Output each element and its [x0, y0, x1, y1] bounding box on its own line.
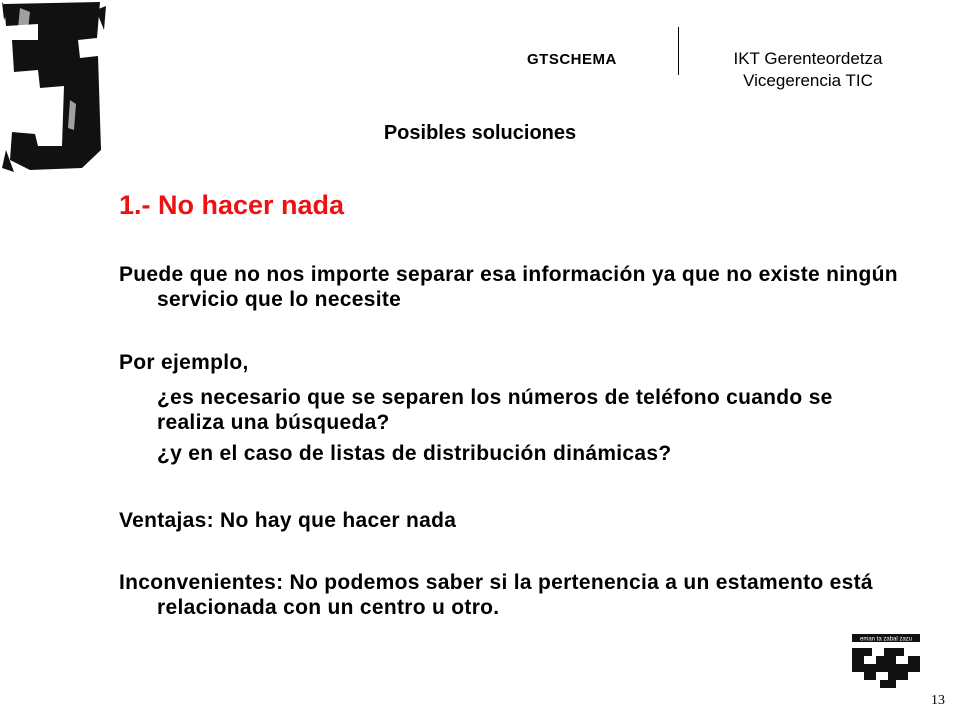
header-divider [678, 27, 679, 75]
organization-line-basque: IKT Gerenteordetza [733, 49, 883, 68]
slide-heading: 1.- No hacer nada [119, 190, 345, 220]
disadvantages-text: Inconvenientes: No podemos saber si la pertenencia a un estamento está relacionada con un centro u otro. [119, 571, 873, 619]
organization-label [690, 48, 926, 92]
organization-line-spanish: Vicegerencia TIC [743, 71, 873, 90]
page-number: 13 [931, 693, 945, 708]
slide-subtitle: Posibles soluciones [383, 122, 577, 144]
brush-stroke-logo [0, 0, 110, 175]
project-label: GTSCHEMA [527, 51, 617, 68]
paragraph-intro: Puede que no nos importe separar esa información ya que no existe ningún servicio que lo necesite [119, 263, 898, 311]
advantages-text: Ventajas: No hay que hacer nada [119, 509, 457, 532]
example-question-phone-numbers: ¿es necesario que se separen los números de teléfono cuando se realiza una búsqueda? [157, 386, 833, 434]
example-question-distribution-lists: ¿y en el caso de listas de distribución dinámicas? [157, 442, 672, 465]
logo-tagline: eman ta zabal zazu [859, 636, 913, 643]
university-logo [846, 630, 926, 692]
example-intro: Por ejemplo, [119, 351, 249, 374]
